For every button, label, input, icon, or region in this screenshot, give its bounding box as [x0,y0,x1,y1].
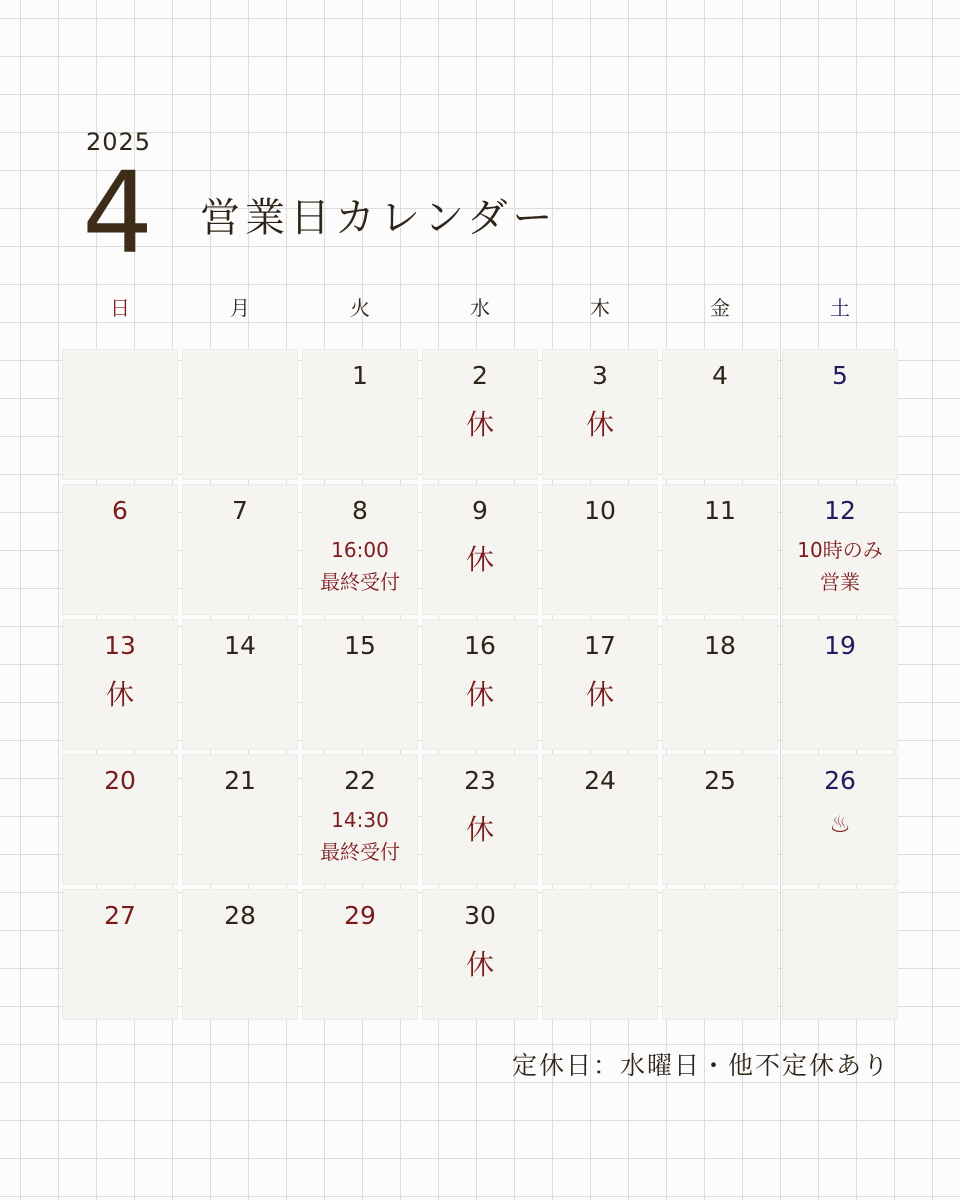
weekday-sunday: 日 [110,296,130,320]
day-number: 6 [112,496,128,525]
day-cell-11 [662,484,778,615]
closed-label: 休 [585,678,614,711]
day-cell-18 [662,619,778,750]
day-number: 24 [584,766,616,795]
closed-label: 休 [105,678,134,711]
day-cell-30 [422,889,538,1020]
day-number: 25 [704,766,736,795]
day-cell-14 [182,619,298,750]
closed-label: 休 [465,813,494,846]
weekday-wednesday: 水 [470,296,490,320]
empty-day-cell [62,349,178,480]
day-number: 1 [352,361,368,390]
day-number: 5 [832,361,848,390]
day-number: 20 [104,766,136,795]
day-cell-22 [302,754,418,885]
day-cell-10 [542,484,658,615]
day-number: 4 [712,361,728,390]
hot-spring-icon: ♨ [829,810,851,838]
closed-label: 休 [585,408,614,441]
day-cell-3 [542,349,658,480]
day-cell-26 [782,754,898,885]
day-cell-8 [302,484,418,615]
day-number: 3 [592,361,608,390]
closed-label: 休 [465,948,494,981]
day-number: 23 [464,766,496,795]
day-cell-24 [542,754,658,885]
day-cell-20 [62,754,178,885]
day-number: 11 [704,496,736,525]
day-cell-6 [62,484,178,615]
day-cell-7 [182,484,298,615]
day-number: 21 [224,766,256,795]
day-cell-2 [422,349,538,480]
day-cell-4 [662,349,778,480]
day-cell-23 [422,754,538,885]
day-cell-28 [182,889,298,1020]
day-note: 16:00 最終受付 [320,538,400,594]
day-number: 18 [704,631,736,660]
closed-label: 休 [465,678,494,711]
calendar-title: 営業日カレンダー [200,195,558,241]
day-cell-13 [62,619,178,750]
weekday-monday: 月 [230,296,250,320]
day-number: 8 [352,496,368,525]
day-number: 9 [472,496,488,525]
calendar-grid [62,349,898,1020]
day-number: 30 [464,901,496,930]
day-cell-5 [782,349,898,480]
calendar-month: 4 [82,149,154,279]
day-cell-1 [302,349,418,480]
empty-day-cell [182,349,298,480]
day-number: 22 [344,766,376,795]
day-cell-17 [542,619,658,750]
day-number: 16 [464,631,496,660]
day-note: 14:30 最終受付 [320,808,400,864]
day-number: 15 [344,631,376,660]
day-cell-19 [782,619,898,750]
day-cell-21 [182,754,298,885]
day-number: 19 [824,631,856,660]
day-cell-27 [62,889,178,1020]
day-number: 29 [344,901,376,930]
day-cell-29 [302,889,418,1020]
closed-label: 休 [465,408,494,441]
day-cell-15 [302,619,418,750]
day-number: 10 [584,496,616,525]
weekday-header-row [62,292,898,321]
day-number: 27 [104,901,136,930]
day-number: 28 [224,901,256,930]
day-cell-25 [662,754,778,885]
weekday-tuesday: 火 [350,296,370,320]
day-cell-16 [422,619,538,750]
day-number: 7 [232,496,248,525]
closed-label: 休 [465,543,494,576]
day-cell-9 [422,484,538,615]
day-number: 26 [824,766,856,795]
empty-day-cell [542,889,658,1020]
day-number: 2 [472,361,488,390]
day-number: 12 [824,496,856,525]
empty-day-cell [662,889,778,1020]
day-number: 13 [104,631,136,660]
weekday-friday: 金 [710,296,730,320]
day-note: 10時のみ 営業 [797,538,883,594]
weekday-thursday: 木 [590,296,610,320]
weekday-saturday: 土 [830,296,850,320]
calendar-year: 2025 [86,128,152,156]
day-number: 17 [584,631,616,660]
day-cell-12 [782,484,898,615]
regular-holiday-note: 定休日：水曜日・他不定休あり [511,1051,890,1080]
day-number: 14 [224,631,256,660]
empty-day-cell [782,889,898,1020]
